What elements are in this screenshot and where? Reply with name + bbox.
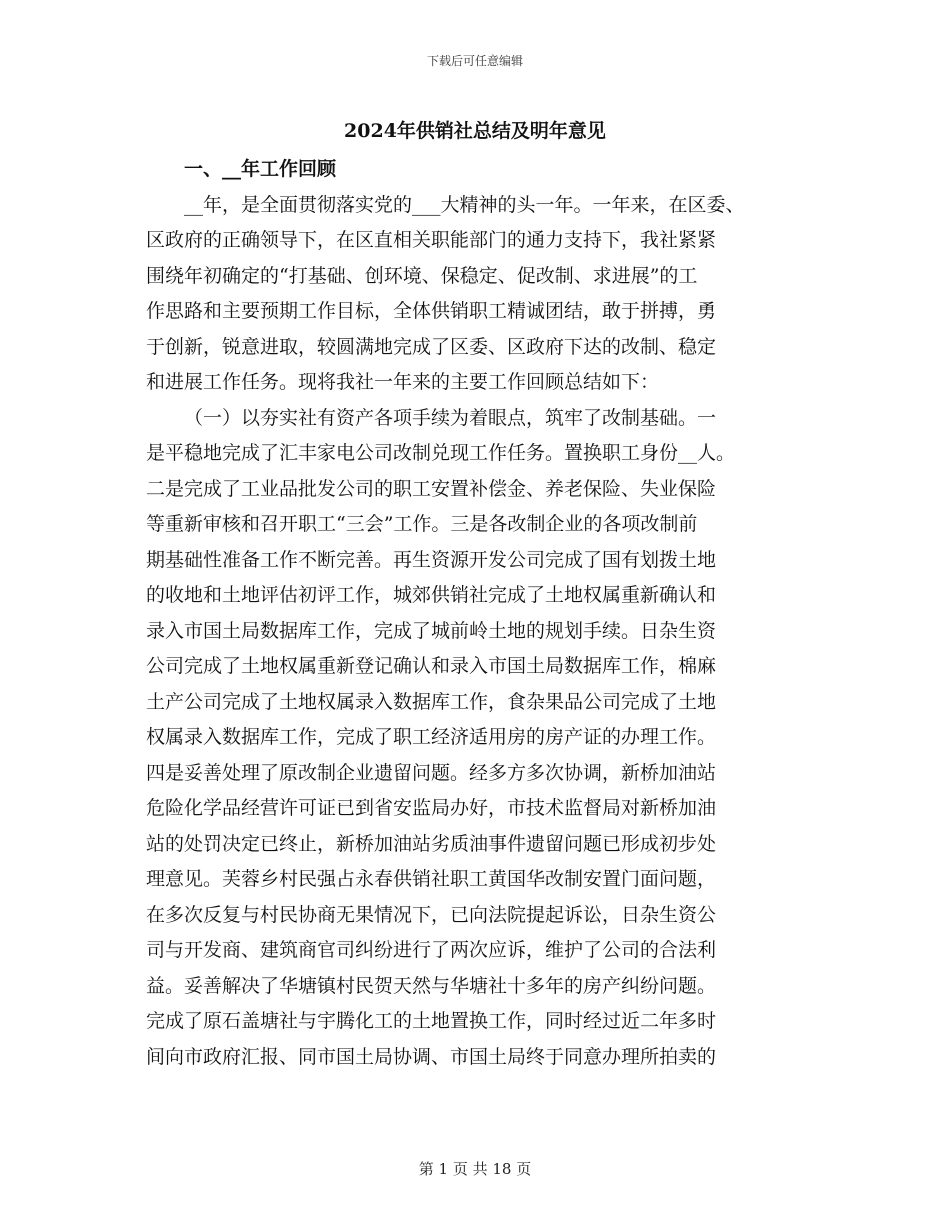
text-line: 的收地和土地评估初评工作，城郊供销社完成了土地权属重新确认和 (146, 584, 717, 606)
text-line: 土产公司完成了土地权属录入数据库工作，食杂果品公司完成了土地 (146, 690, 717, 713)
text-line: 益。妥善解决了华塘镇村民贺天然与华塘社十多年的房产纠纷问题。 (146, 974, 717, 997)
page-footer: 第 1 页 共 18 页 (418, 1160, 532, 1178)
text-line: 围绕年初确定的“打基础、创环境、保稳定、促改制、求进展”的工 (146, 264, 698, 287)
text-line: 理意见。芙蓉乡村民强占永春供销社职工黄国华改制安置门面问题， (146, 868, 717, 890)
document-title: 2024年供销社总结及明年意见 (344, 120, 606, 142)
text-line: __年，是全面贯彻落实党的___大精神的头一年。一年来，在区委、 (184, 193, 745, 216)
text-line: 间向市政府汇报、同市国土局协调、市国土局终于同意办理所拍卖的 (146, 1045, 717, 1068)
text-line: 权属录入数据库工作，完成了职工经济适用房的房产证的办理工作。 (146, 726, 717, 748)
text-line: 危险化学品经营许可证已到省安监局办好，市技术监督局对新桥加油 (146, 797, 717, 819)
text-line: （一）以夯实社有资产各项手续为着眼点，筑牢了改制基础。一 (184, 406, 717, 429)
text-line: 等重新审核和召开职工“三会”工作。三是各改制企业的各项改制前 (146, 513, 698, 535)
text-line: 司与开发商、建筑商官司纠纷进行了两次应诉，维护了公司的合法利 (146, 939, 717, 961)
text-line: 于创新，锐意进取，较圆满地完成了区委、区政府下达的改制、稳定 (146, 335, 717, 358)
text-line: 二是完成了工业品批发公司的职工安置补偿金、养老保险、失业保险 (146, 477, 717, 500)
text-line: 期基础性准备工作不断完善。再生资源开发公司完成了国有划拨土地 (146, 548, 717, 571)
text-line: 在多次反复与村民协商无果情况下，已向法院提起诉讼，日杂生资公 (146, 903, 717, 926)
document-body (146, 152, 836, 1075)
text-line: 公司完成了土地权属重新登记确认和录入市国土局数据库工作，棉麻 (146, 655, 717, 677)
text-line: 和进展工作任务。现将我社一年来的主要工作回顾总结如下： (146, 371, 660, 393)
text-line: 完成了原石盖塘社与宇腾化工的土地置换工作，同时经过近二年多时 (146, 1010, 717, 1032)
text-line: 作思路和主要预期工作目标，全体供销职工精诚团结，敢于拼搏，勇 (146, 300, 717, 322)
text-line: 录入市国土局数据库工作，完成了城前岭土地的规划手续。日杂生资 (146, 619, 717, 642)
text-line: 是平稳地完成了汇丰家电公司改制兑现工作任务。置换职工身份__人。 (146, 442, 736, 464)
section-heading: 一、__年工作回顾 (184, 158, 337, 180)
text-line: 区政府的正确领导下，在区直相关职能部门的通力支持下，我社紧紧 (146, 229, 717, 251)
text-line: 站的处罚决定已终止，新桥加油站劣质油事件遗留问题已形成初步处 (146, 832, 717, 855)
text-line: 四是妥善处理了原改制企业遗留问题。经多方多次协调，新桥加油站 (146, 761, 717, 784)
header-note: 下载后可任意编辑 (426, 54, 523, 68)
